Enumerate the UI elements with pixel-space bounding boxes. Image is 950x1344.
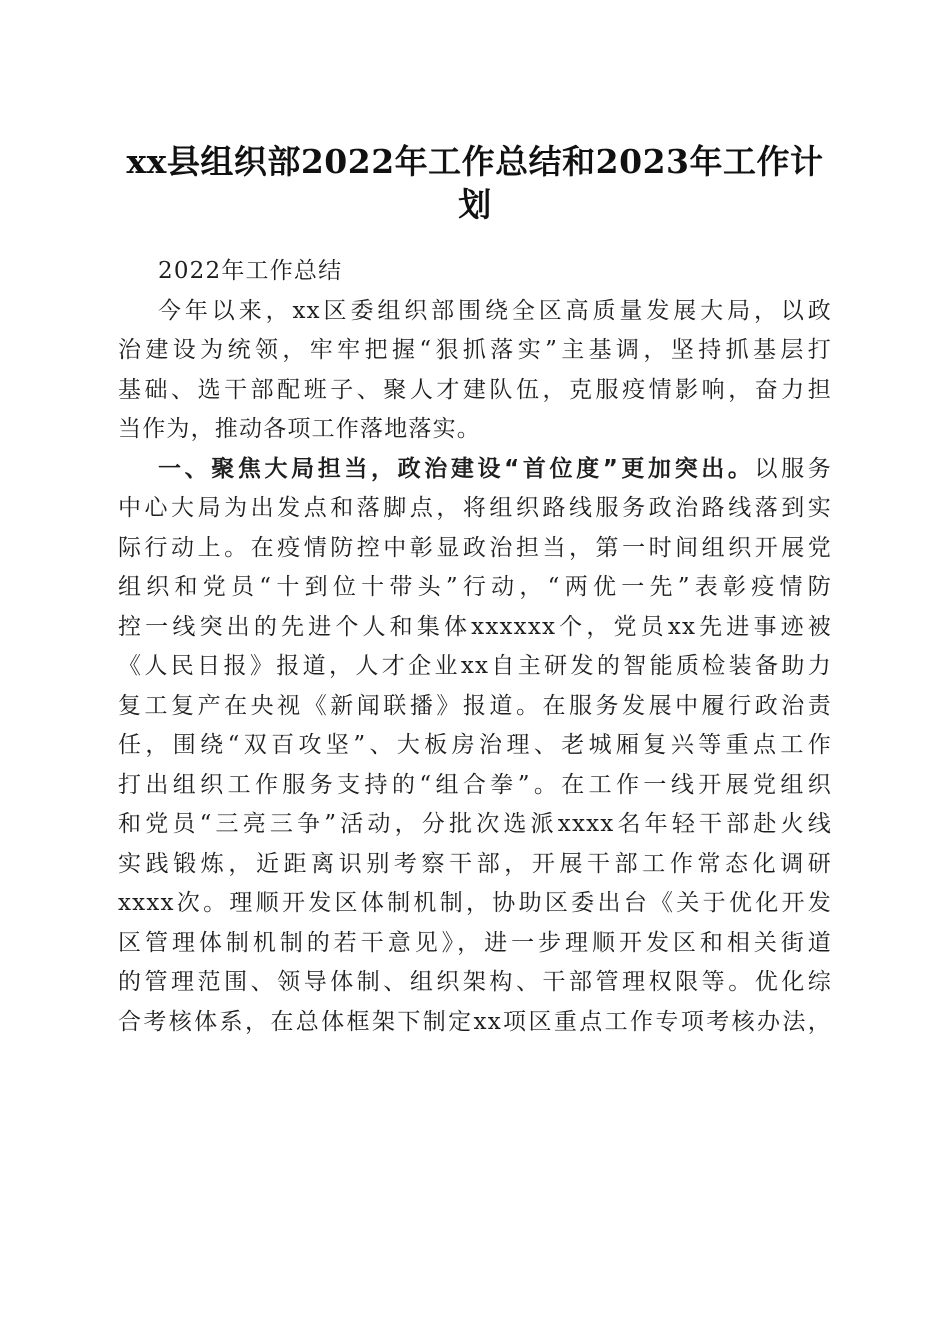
document-body bbox=[118, 252, 832, 1042]
intro-line: 治建设为统领，牢牢把握“狠抓落实”主基调，坚持抓基层打 bbox=[118, 337, 832, 363]
paragraph-line: 《人民日报》报道，人才企业xx自主研发的智能质检装备助力 bbox=[118, 653, 832, 679]
paragraph-line: xxxx次。理顺开发区体制机制，协助区委出台《关于优化开发 bbox=[118, 890, 832, 916]
title-line: xx县组织部2022年工作总结和2023年工作计 bbox=[126, 142, 824, 181]
paragraph-line: 实践锻炼，近距离识别考察干部，开展干部工作常态化调研 bbox=[118, 850, 832, 877]
paragraph-line: 组织和党员“十到位十带头”行动，“两优一先”表彰疫情防 bbox=[118, 574, 832, 600]
section-1-heading-rest: 以服务 bbox=[754, 455, 832, 482]
paragraph-line: 区管理体制机制的若干意见》，进一步理顺开发区和相关街道 bbox=[118, 929, 832, 956]
paragraph-line: 打出组织工作服务支持的“组合拳”。在工作一线开展党组织 bbox=[118, 771, 832, 798]
document-title bbox=[110, 140, 840, 226]
paragraph-line: 控一线突出的先进个人和集体xxxxxx个，党员xx先进事迹被 bbox=[118, 613, 832, 640]
paragraph-line: 中心大局为出发点和落脚点，将组织路线服务政治路线落到实 bbox=[118, 495, 832, 521]
paragraph-line: 际行动上。在疫情防控中彰显政治担当，第一时间组织开展党 bbox=[118, 534, 832, 561]
title-line: 划 bbox=[458, 185, 492, 224]
intro-line: 今年以来，xx区委组织部围绕全区高质量发展大局，以政 bbox=[158, 297, 832, 324]
paragraph-line: 任，围绕“双百攻坚”、大板房治理、老城厢复兴等重点工作 bbox=[118, 732, 832, 758]
paragraph-line: 复工复产在央视《新闻联播》报道。在服务发展中履行政治责 bbox=[118, 692, 832, 719]
section-1-heading: 一、聚焦大局担当，政治建设“首位度”更加突出。 bbox=[158, 455, 755, 482]
section-label: 2022年工作总结 bbox=[158, 258, 343, 284]
paragraph-line: 和党员“三亮三争”活动，分批次选派xxxx名年轻干部赴火线 bbox=[118, 811, 832, 837]
paragraph-line: 的管理范围、领导体制、组织架构、干部管理权限等。优化综 bbox=[118, 969, 832, 995]
intro-line: 基础、选干部配班子、聚人才建队伍，克服疫情影响，奋力担 bbox=[118, 376, 832, 403]
section-1-first-line bbox=[118, 450, 832, 490]
intro-line: 当作为，推动各项工作落地落实。 bbox=[118, 416, 481, 442]
paragraph-line: 合考核体系，在总体框架下制定xx项区重点工作专项考核办法， bbox=[118, 1008, 832, 1035]
